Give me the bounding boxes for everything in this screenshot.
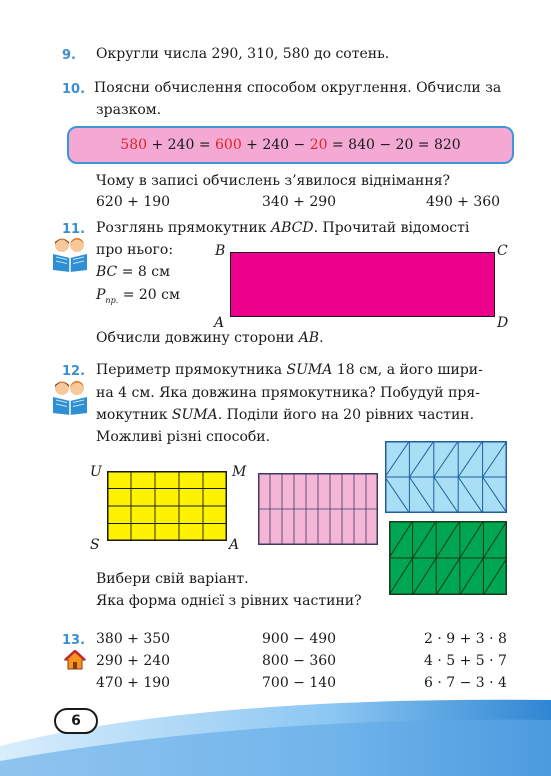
task-13-expr: 6 · 7 − 3 · 4	[424, 675, 507, 691]
task-10-expr: 340 + 290	[262, 194, 337, 210]
corner-s-label: S	[90, 537, 100, 553]
task-12-line3	[96, 406, 474, 425]
corner-b-label: B	[215, 243, 226, 259]
text-part: мокутник	[96, 407, 172, 423]
task-13-expr: 2 · 9 + 3 · 8	[424, 631, 507, 647]
task-11-bc	[96, 263, 170, 282]
kids-reading-icon	[50, 379, 90, 415]
text-part: Периметр прямокутника	[96, 362, 287, 378]
text-part: AB	[298, 330, 320, 346]
task-12-line2: на 4 см. Яка довжина прямокутника? Побудуй пря-	[96, 385, 480, 401]
task-10-expr: 490 + 360	[426, 194, 501, 210]
text-part: BC	[96, 264, 118, 280]
text-part: .	[319, 330, 324, 346]
example-part: + 240 =	[147, 137, 215, 153]
example-part: = 840 − 20 = 820	[327, 137, 461, 153]
task-13-expr: 700 − 140	[262, 675, 337, 691]
corner-a-label: A	[214, 315, 225, 331]
task-10-line1: Поясни обчислення способом округлення. Обчисли за	[94, 80, 502, 96]
task-10-expr: 620 + 190	[96, 194, 171, 210]
task-9-text: Округли числа 290, 310, 580 до сотень.	[96, 46, 390, 62]
task-13-expr: 4 · 5 + 5 · 7	[424, 653, 507, 669]
task-10-number: 10.	[62, 82, 86, 97]
task-12-question2: Яка форма однієї з рівних частини?	[96, 593, 362, 609]
task-11-number: 11.	[62, 222, 86, 237]
corner-a2-label: A	[229, 537, 240, 553]
task-13-expr: 470 + 190	[96, 675, 171, 691]
example-part: + 240 −	[241, 137, 310, 153]
example-part: 580	[120, 137, 148, 153]
text-part: ABCD	[271, 220, 314, 236]
task-11-perimeter	[96, 286, 180, 310]
text-part: . Прочитай відомості	[313, 220, 470, 236]
example-part: 600	[215, 137, 242, 153]
text-part: Обчисли довжину сторони	[96, 330, 299, 346]
corner-d-label: D	[497, 315, 509, 331]
corner-c-label: C	[497, 243, 508, 259]
task-13-expr: 380 + 350	[96, 631, 171, 647]
task-9-number: 9.	[62, 48, 76, 63]
example-expression	[69, 137, 512, 153]
example-box	[67, 126, 514, 164]
text-part: пр.	[105, 295, 119, 305]
text-part: Розглянь прямокутник	[96, 220, 271, 236]
text-part: SUMA.	[171, 407, 223, 423]
task-13-number: 13.	[62, 633, 86, 648]
rectangle-abcd	[230, 252, 495, 317]
task-12-line4: Можливі різні способи.	[96, 429, 271, 445]
text-part: = 20 см	[118, 287, 180, 303]
text-part: 18 см, а його шири-	[332, 362, 483, 378]
page-number: 6	[54, 708, 98, 734]
task-11-line2: про нього:	[96, 242, 174, 258]
blue-triangles-rectangle	[385, 441, 507, 513]
task-10-line2: зразком.	[96, 102, 162, 118]
task-12-question1: Вибери свій варіант.	[96, 571, 249, 587]
corner-u-label: U	[90, 464, 102, 480]
text-part: SUMA	[286, 362, 333, 378]
pink-striped-rectangle	[258, 473, 378, 545]
example-part: 20	[309, 137, 328, 153]
task-13-expr: 800 − 360	[262, 653, 337, 669]
house-icon	[64, 650, 86, 670]
green-triangles-rectangle	[389, 521, 507, 595]
task-12-number: 12.	[62, 364, 86, 379]
task-11-question	[96, 329, 324, 348]
corner-m-label: M	[232, 464, 247, 480]
task-11-line1	[96, 219, 469, 238]
task-10-question: Чому в записі обчислень з’явилося віднімання?	[96, 173, 451, 189]
task-12-line1	[96, 361, 483, 380]
yellow-grid-rectangle	[107, 471, 227, 541]
text-part: Поділи його на 20 рівних частин.	[222, 407, 475, 423]
task-13-expr: 290 + 240	[96, 653, 171, 669]
kids-reading-icon	[50, 236, 90, 272]
task-13-expr: 900 − 490	[262, 631, 337, 647]
text-part: = 8 см	[117, 264, 170, 280]
text-part: P	[96, 287, 106, 303]
